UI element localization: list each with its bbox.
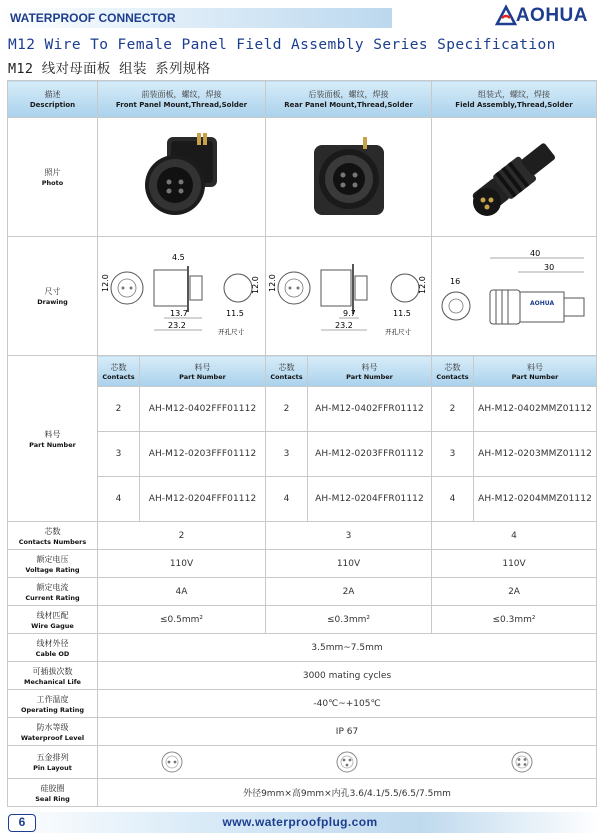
part-contacts: 4 (266, 477, 308, 522)
label-wp (8, 718, 98, 746)
seal-row (8, 779, 597, 807)
part-contacts: 2 (432, 387, 474, 432)
spec-table (7, 80, 597, 807)
contacts-row (8, 522, 597, 550)
part-number: AH-M12-0402MMZ01112 (474, 387, 597, 432)
seal-value: 外径9mm×高9mm×内孔3.6/4.1/5.5/6.5/7.5mm (98, 779, 597, 807)
part-number: AH-M12-0204FFR01112 (308, 477, 432, 522)
part-number: AH-M12-0402FFF01112 (140, 387, 266, 432)
label-drawing-cn: 尺寸 (44, 287, 61, 296)
dim-d2-b: 9.7 (342, 309, 356, 318)
label-seal-en: Seal Ring (35, 794, 70, 803)
part-number: AH-M12-0402FFR01112 (308, 387, 432, 432)
sub-contacts-2 (266, 356, 308, 387)
part-contacts: 4 (98, 477, 140, 522)
logo-icon (494, 4, 518, 28)
sub-contacts-1-cn: 芯数 (110, 362, 127, 372)
label-photo-cn: 照片 (44, 168, 61, 177)
label-seal (8, 779, 98, 807)
dim-d1-d: 23.2 (167, 321, 186, 330)
label-photo (8, 118, 98, 237)
label-contacts-en: Contacts Numbers (18, 537, 87, 546)
sub-partno-1-cn: 料号 (194, 362, 211, 372)
col-front-panel (98, 81, 266, 118)
part-contacts: 2 (266, 387, 308, 432)
current-value: 4A (98, 578, 266, 606)
col3-cn: 组装式，螺纹，焊接 (478, 90, 551, 99)
dim-d2-a: 12.0 (267, 274, 277, 292)
dim-d3-a: 40 (530, 249, 541, 258)
col-rear-panel (266, 81, 432, 118)
label-pin-en: Pin Layout (33, 764, 72, 772)
voltage-value: 110V (98, 550, 266, 578)
drawing-field-assembly (432, 237, 597, 356)
label-cable (8, 634, 98, 662)
dim-d1-g: 12.0 (250, 276, 260, 294)
label-mech-en: Mechanical Life (24, 677, 81, 686)
rear-panel-connector-image (299, 127, 399, 227)
temp-row (8, 690, 597, 718)
current-row (8, 578, 597, 606)
sub-contacts-2-en: Contacts (270, 372, 303, 381)
sub-partno-1 (140, 356, 266, 387)
label-temp (8, 690, 98, 718)
pin-row (8, 746, 597, 779)
part-contacts: 2 (98, 387, 140, 432)
label-wire (8, 606, 98, 634)
sub-contacts-3-en: Contacts (436, 372, 469, 381)
part-number: AH-M12-0203MMZ01112 (474, 432, 597, 477)
wire-value: ≤0.5mm² (98, 606, 266, 634)
wire-value: ≤0.3mm² (266, 606, 432, 634)
sub-partno-2-cn: 料号 (361, 362, 378, 372)
contacts-value: 4 (432, 522, 597, 550)
dim-d2-c: 23.2 (334, 321, 353, 330)
page-number: 6 (8, 814, 36, 832)
part-number: AH-M12-0203FFF01112 (140, 432, 266, 477)
pin-layout-2-icon (160, 750, 184, 774)
brand-logo (494, 3, 588, 29)
part-contacts: 3 (266, 432, 308, 477)
part-subheader-row (8, 356, 597, 387)
label-mech (8, 662, 98, 690)
dim-d3-c: 16 (450, 277, 461, 286)
drawing-row (8, 237, 597, 356)
sub-contacts-3-cn: 芯数 (444, 362, 461, 372)
sub-contacts-3 (432, 356, 474, 387)
contacts-value: 3 (266, 522, 432, 550)
top-bar (0, 0, 600, 34)
label-drawing (8, 237, 98, 356)
cable-value: 3.5mm~7.5mm (98, 634, 597, 662)
label-photo-en: Photo (41, 179, 64, 187)
label-cable-cn: 线材外径 (36, 638, 69, 648)
sub-partno-3 (474, 356, 597, 387)
dim-d3-b: 30 (544, 263, 555, 272)
dim-d1-e: 11.5 (225, 309, 244, 318)
wire-value: ≤0.3mm² (432, 606, 597, 634)
front-panel-connector-image (127, 127, 237, 227)
label-temp-cn: 工作温度 (36, 694, 69, 704)
voltage-row (8, 550, 597, 578)
mech-row (8, 662, 597, 690)
label-wp-cn: 防水等级 (36, 722, 69, 732)
website-url: www.waterproofplug.com (222, 815, 378, 829)
wire-row (8, 606, 597, 634)
rear-panel-drawing (269, 246, 429, 346)
brand-name: AOHUA (515, 5, 588, 26)
temp-value: -40℃~+105℃ (98, 690, 597, 718)
mech-value: 3000 mating cycles (98, 662, 597, 690)
photo-rear-panel (266, 118, 432, 237)
contacts-value: 2 (98, 522, 266, 550)
sub-partno-3-cn: 料号 (527, 362, 544, 372)
dim-d1-a: 4.5 (171, 253, 185, 262)
dim-d1-c: 13.7 (169, 309, 188, 318)
photo-field-assembly (432, 118, 597, 237)
sub-partno-2-en: Part Number (346, 372, 393, 381)
label-drawing-en: Drawing (37, 298, 68, 306)
photo-front-panel (98, 118, 266, 237)
cable-row (8, 634, 597, 662)
pin-layout-cell (98, 746, 597, 779)
label-contacts (8, 522, 98, 550)
col1-cn: 前装面板，螺纹，焊接 (141, 90, 222, 99)
label-current-cn: 额定电流 (36, 582, 69, 592)
part-contacts: 4 (432, 477, 474, 522)
part-contacts: 3 (432, 432, 474, 477)
col-field-assembly (432, 81, 597, 118)
page-title-en: M12 Wire To Female Panel Field Assembly Series Specification (8, 37, 556, 53)
pin-layout-4-icon (510, 750, 534, 774)
label-voltage (8, 550, 98, 578)
col-desc-cn: 描述 (44, 90, 61, 99)
photo-row (8, 118, 597, 237)
field-assembly-drawing (434, 246, 594, 346)
front-panel-drawing (102, 246, 262, 346)
drawing-front-panel (98, 237, 266, 356)
label-current-en: Current Rating (25, 593, 80, 602)
label-voltage-en: Voltage Rating (25, 565, 80, 574)
col-desc-en: Description (29, 101, 76, 109)
label-voltage-cn: 额定电压 (36, 554, 69, 564)
label-current (8, 578, 98, 606)
dim-d2-e: 开孔尺寸 (384, 328, 411, 336)
part-number: AH-M12-0204MMZ01112 (474, 477, 597, 522)
label-wire-cn: 线材匹配 (36, 610, 69, 620)
sub-contacts-2-cn: 芯数 (278, 362, 295, 372)
col-description (8, 81, 98, 118)
dim-d3-d: AOHUA (530, 300, 555, 307)
sub-partno-3-en: Part Number (511, 372, 559, 381)
label-pin (8, 746, 98, 779)
part-number: AH-M12-0203FFR01112 (308, 432, 432, 477)
label-wire-en: Wire Gague (31, 621, 74, 630)
section-tag: WATERPROOF CONNECTOR (10, 11, 176, 25)
label-pin-cn: 五金排列 (36, 753, 69, 762)
col2-en: Rear Panel Mount,Thread,Solder (284, 101, 413, 109)
sub-partno-2 (308, 356, 432, 387)
label-part-number (8, 356, 98, 522)
sub-partno-1-en: Part Number (179, 372, 226, 381)
voltage-value: 110V (432, 550, 597, 578)
label-seal-cn: 硅胶圈 (40, 783, 65, 793)
col1-en: Front Panel Mount,Thread,Solder (115, 101, 248, 109)
field-assembly-connector-image (459, 127, 569, 227)
dim-d1-f: 开孔尺寸 (217, 328, 244, 336)
label-part-en: Part Number (29, 440, 76, 449)
header-row (8, 81, 597, 118)
label-wp-en: Waterproof Level (20, 733, 85, 742)
current-value: 2A (432, 578, 597, 606)
sub-contacts-1 (98, 356, 140, 387)
part-contacts: 3 (98, 432, 140, 477)
voltage-value: 110V (266, 550, 432, 578)
drawing-rear-panel (266, 237, 432, 356)
label-cable-en: Cable OD (35, 649, 70, 658)
wp-row (8, 718, 597, 746)
part-number: AH-M12-0204FFF01112 (140, 477, 266, 522)
sub-contacts-1-en: Contacts (102, 372, 135, 381)
label-contacts-cn: 芯数 (44, 526, 61, 536)
current-value: 2A (266, 578, 432, 606)
col2-cn: 后装面板，螺纹，焊接 (308, 90, 389, 99)
pin-layout-3-icon (335, 750, 359, 774)
label-mech-cn: 可插拔次数 (32, 666, 73, 676)
dim-d2-f: 12.0 (417, 276, 427, 294)
label-part-cn: 料号 (44, 429, 61, 439)
page-title-cn: M12 线对母面板 组装 系列规格 (8, 61, 211, 77)
label-temp-en: Operating Rating (20, 705, 85, 714)
col3-en: Field Assembly,Thread,Solder (455, 101, 573, 109)
dim-d1-b: 12.0 (100, 274, 110, 292)
footer (0, 812, 600, 833)
dim-d2-d: 11.5 (392, 309, 411, 318)
wp-value: IP 67 (98, 718, 597, 746)
